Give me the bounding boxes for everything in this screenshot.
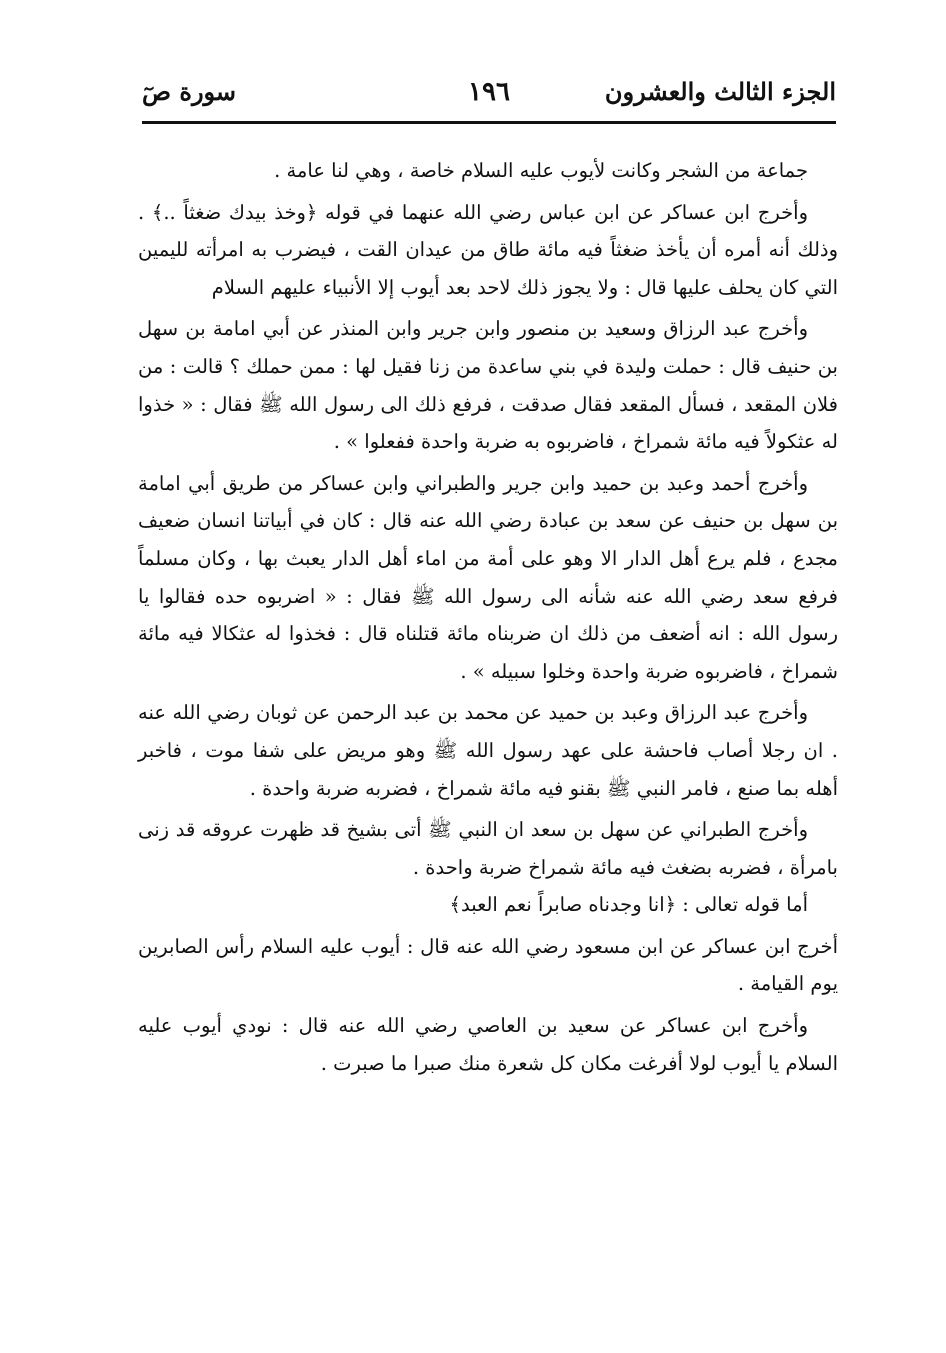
paragraph: أخرج ابن عساكر عن ابن مسعود رضي الله عنه قال : أيوب عليه السلام رأس الصابرين يوم القيامة . bbox=[138, 934, 838, 996]
surah-title: سورة صٓ bbox=[142, 77, 237, 106]
page-number: ١٩٦ bbox=[468, 77, 510, 107]
paragraph: وأخرج عبد الرزاق وعبد بن حميد عن محمد بن عبد الرحمن عن ثوبان رضي الله عنه . ان رجلا أصاب فاحشة على عهد رسول الله ﷺ وهو مريض على شفا موت ، فاخبر أهله بما صنع ، فامر النبي ﷺ بقنو فيه مائة شمراخ ، فضربه ضربة واحدة . bbox=[138, 701, 838, 800]
paragraph: وأخرج ابن عساكر عن ابن عباس رضي الله عنهما في قوله ﴿وخذ بيدك ضغثاً ..﴾ . وذلك أنه أمره أن يأخذ ضغثاً فيه مائة طاق من عيدان القت ، فيضرب به امرأته لليمين التي كان يحلف عليها قال : ولا يجوز ذلك لاحد بعد أيوب إلا الأنبياء عليهم السلام bbox=[138, 200, 838, 299]
header-rule bbox=[142, 121, 836, 124]
paragraph: وأخرج عبد الرزاق وسعيد بن منصور وابن جرير وابن المنذر عن أبي امامة بن سهل بن حنيف قال : حملت وليدة في بني ساعدة من زنا فقيل لها : ممن حملك ؟ قالت : من فلان المقعد ، فسأل المقعد فقال صدقت ، فرفع ذلك الى رسول الله ﷺ فقال : « خذوا له عثكولاً فيه مائة شمراخ ، فاضربوه به ضربة واحدة ففعلوا » . bbox=[138, 317, 838, 454]
paragraph: وأخرج الطبراني عن سهل بن سعد ان النبي ﷺ أتى بشيخ قد ظهرت عروقه قد زنى بامرأة ، فضربه بضغث فيه مائة شمراخ ضربة واحدة . bbox=[138, 818, 838, 879]
paragraph: وأخرج أحمد وعبد بن حميد وابن جرير والطبراني وابن عساكر من طريق أبي امامة بن سهل بن حنيف عن سعد بن عبادة رضي الله عنه قال : كان في أبياتنا انسان ضعيف مجدع ، فلم يرع أهل الدار الا وهو على أمة من اماء أهل الدار يعبث بها ، وكان مسلماً فرفع سعد رضي الله عنه شأنه الى رسول الله ﷺ فقال : « اضربوه حده فقالوا يا رسول الله : انه أضعف من ذلك ان ضربناه مائة قتلناه قال : فخذوا له عثكالا فيه مائة شمراخ ، فاضربوه ضربة واحدة وخلوا سبيله » . bbox=[138, 471, 838, 683]
paragraph: جماعة من الشجر وكانت لأيوب عليه السلام خاصة ، وهي لنا عامة . bbox=[274, 159, 808, 182]
paragraph: أما قوله تعالى : ﴿انا وجدناه صابراً نعم العبد﴾ bbox=[449, 893, 808, 917]
page-header bbox=[142, 72, 836, 112]
part-title: الجزء الثالث والعشرون bbox=[604, 77, 836, 106]
body-text bbox=[138, 152, 838, 1082]
paragraph: وأخرج ابن عساكر عن سعيد بن العاصي رضي الله عنه قال : نودي أيوب عليه السلام يا أيوب لولا أفرغت مكان كل شعرة منك صبرا ما صبرت . bbox=[138, 1014, 838, 1075]
